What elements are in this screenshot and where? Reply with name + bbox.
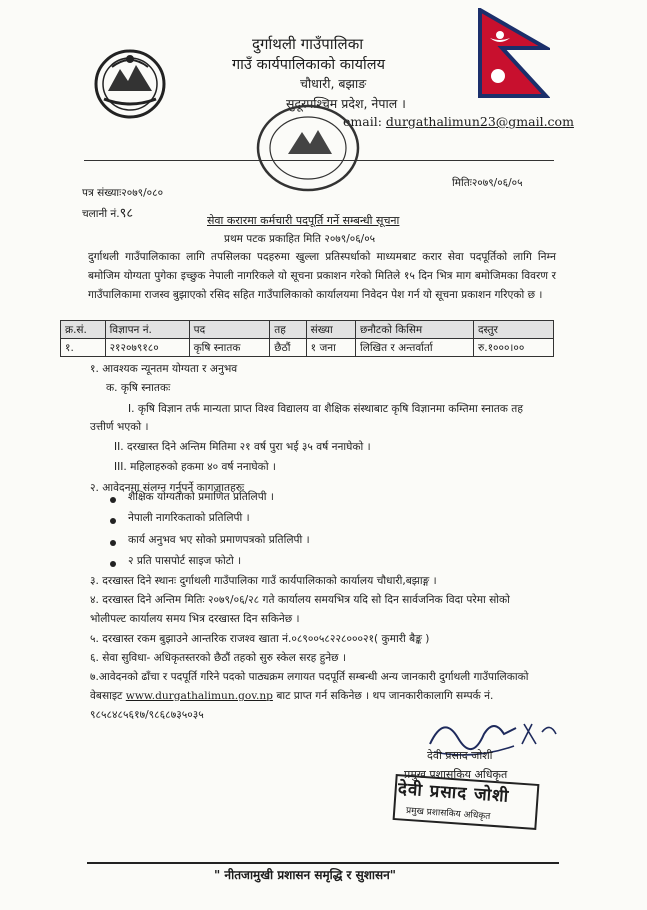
table-header: विज्ञापन नं. bbox=[105, 321, 189, 339]
qualification-iii: III. महिलाहरुको हकमा ४० वर्ष ननाघेको । bbox=[114, 461, 276, 473]
contact-numbers: ९८५८४८५६१७/९८६८७३५०३५ bbox=[90, 709, 204, 721]
office-name: गाउँ कार्यपालिकाको कार्यालय bbox=[232, 57, 386, 73]
table-cell: १. bbox=[61, 339, 106, 357]
section-3: ३. दरखास्त दिने स्थानः दुर्गाथली गाउँपालिका गाउँ कार्यपालिकाको कार्यालय चौधारी,बझाङ्ग । bbox=[90, 575, 437, 587]
table-header: पद bbox=[189, 321, 270, 339]
header-divider bbox=[84, 160, 554, 161]
table-header: दस्तुर bbox=[473, 321, 553, 339]
website-link[interactable]: www.durgathalimun.gov.np bbox=[125, 690, 273, 702]
bullet-icon bbox=[110, 518, 116, 524]
section-2-heading: २. आवेदनमा संलग्न गर्नुपर्ने कागजातहरुः bbox=[90, 482, 245, 494]
office-seal bbox=[252, 102, 364, 194]
notice-subject: सेवा करारमा कर्मचारी पदपूर्ति गर्ने सम्बन्धी सूचना bbox=[207, 214, 400, 227]
bullet-icon bbox=[110, 561, 116, 567]
bullet-icon bbox=[110, 540, 116, 546]
qualification-i: I. कृषि विज्ञान तर्फ मान्यता प्राप्त विश्व विद्यालय वा शैक्षिक संस्थाबाट कृषि विज्ञानमा कम्तिमा स्नातक तह bbox=[128, 403, 523, 415]
section-7-line-2: वेबसाइट www.durgathalimun.gov.np बाट प्राप्त गर्न सकिनेछ । थप जानकारीकालागि सम्पर्क नं. bbox=[90, 690, 494, 702]
qualification-i-cont: उत्तीर्ण भएको । bbox=[90, 421, 149, 433]
document-item: शैक्षिक योग्यताको प्रमाणित प्रतिलिपी । bbox=[128, 491, 274, 503]
address-line-1: चौधारी, बझाङ bbox=[300, 76, 367, 91]
document-item: नेपाली नागरिकताको प्रतिलिपी । bbox=[128, 512, 250, 524]
section-4-line-2: भोलीपल्ट कार्यालय समय भित्र दरखास्त दिन सकिनेछ । bbox=[90, 613, 300, 625]
section-1a-heading: क. कृषि स्नातकः bbox=[106, 382, 171, 394]
section-5: ५. दरखास्त रकम बुझाउने आन्तरिक राजश्व खाता नं.०८९००५८२२८०००२१( कुमारी बैङ्क ) bbox=[90, 633, 430, 645]
email-line bbox=[343, 114, 574, 129]
table-header: तह bbox=[270, 321, 306, 339]
qualification-ii: II. दरखास्त दिने अन्तिम मितिमा २१ वर्ष पुरा भई ३५ वर्ष ननाघेको । bbox=[114, 441, 371, 453]
table-header: क्र.सं. bbox=[61, 321, 106, 339]
table-cell: छैठौं bbox=[270, 339, 306, 357]
stamp-name: देवी प्रसाद जोशी bbox=[397, 779, 510, 807]
municipality-name: दुर्गाथली गाउँपालिका bbox=[252, 35, 364, 53]
notice-intro: दुर्गाथली गाउँपालिकाका लागि तपसिलका पदहरुमा खुल्ला प्रतिस्पर्धाको माध्यमबाट करार सेवा पदपूर्तिको लागि निम्न बमोजिम योग्यता पुगेका इच्छुक नेपाली नागरिकले यो सूचना प्रकाशन गरेको मितिले १५ दिन भित्र माग बमोजिमका विवरण र गाउँपालिकामा राजस्व बुझाएको रसिद सहित गाउँपालिकाको कार्यालयमा निवेदन पेश गर्न यो सूचना प्रकाशन गरिएको छ । bbox=[88, 251, 556, 301]
table-cell: रु.१०००।०० bbox=[473, 339, 553, 357]
table-header: छनौटको किसिम bbox=[356, 321, 474, 339]
section-6: ६. सेवा सुविधा- अधिकृतस्तरको छैठौं तहको सुरु स्केल सरह हुनेछ । bbox=[90, 652, 346, 664]
email-address[interactable]: durgathalimun23@gmail.com bbox=[385, 114, 574, 129]
stamp-title: प्रमुख प्रशासकिय अधिकृत bbox=[405, 806, 491, 822]
table-header-row bbox=[61, 321, 554, 339]
signatory-title: प्रमुख प्रशासकिय अधिकृत bbox=[404, 768, 508, 781]
signatory-name: देवी प्रसाद जोशी bbox=[427, 749, 493, 762]
letter-date: मितिः२०७९/०६/०५ bbox=[452, 177, 523, 189]
dispatch-number: चलानी नं.९८ bbox=[82, 206, 134, 221]
document-item: कार्य अनुभव भए सोको प्रमाणपत्रको प्रतिलिपी । bbox=[128, 534, 310, 546]
municipality-emblem bbox=[92, 47, 168, 121]
table-header: संख्या bbox=[306, 321, 355, 339]
bullet-icon bbox=[110, 497, 116, 503]
letter-number: पत्र संख्याः२०७९/०८० bbox=[82, 187, 164, 199]
footer-divider bbox=[87, 862, 559, 864]
table-cell: २१२०७९१८० bbox=[105, 339, 189, 357]
address-line-2: सुदूरपश्चिम प्रदेश, नेपाल । bbox=[286, 96, 406, 111]
table-cell: १ जना bbox=[306, 339, 355, 357]
document-item: २ प्रति पासपोर्ट साइज फोटो । bbox=[128, 555, 242, 567]
table-row bbox=[61, 339, 554, 357]
section-4-line-1: ४. दरखास्त दिने अन्तिम मितिः २०७९/०६/२८ गते कार्यालय समयभित्र यदि सो दिन सार्वजनिक विदा परेमा सोको bbox=[90, 594, 510, 606]
email-label: email: bbox=[343, 114, 382, 129]
nepal-flag-icon bbox=[476, 8, 550, 100]
section-1-heading: १. आवश्यक न्यूनतम योग्यता र अनुभव bbox=[90, 363, 238, 375]
positions-table bbox=[60, 320, 554, 357]
table-cell: लिखित र अन्तर्वार्ता bbox=[356, 339, 474, 357]
section-7-line-1: ७.आवेदनको ढाँचा र पदपूर्ति गरिने पदको पाठ्यक्रम लगायत पदपूर्ति सम्बन्धी अन्य जानकारी दुर्गाथली गाउँपालिकाको bbox=[90, 671, 529, 683]
table-cell: कृषि स्नातक bbox=[189, 339, 270, 357]
publication-date: प्रथम पटक प्रकाहित मिति २०७९/०६/०५ bbox=[224, 233, 376, 245]
footer-motto: " नीतजामुखी प्रशासन समृद्धि र सुशासन" bbox=[214, 868, 397, 882]
